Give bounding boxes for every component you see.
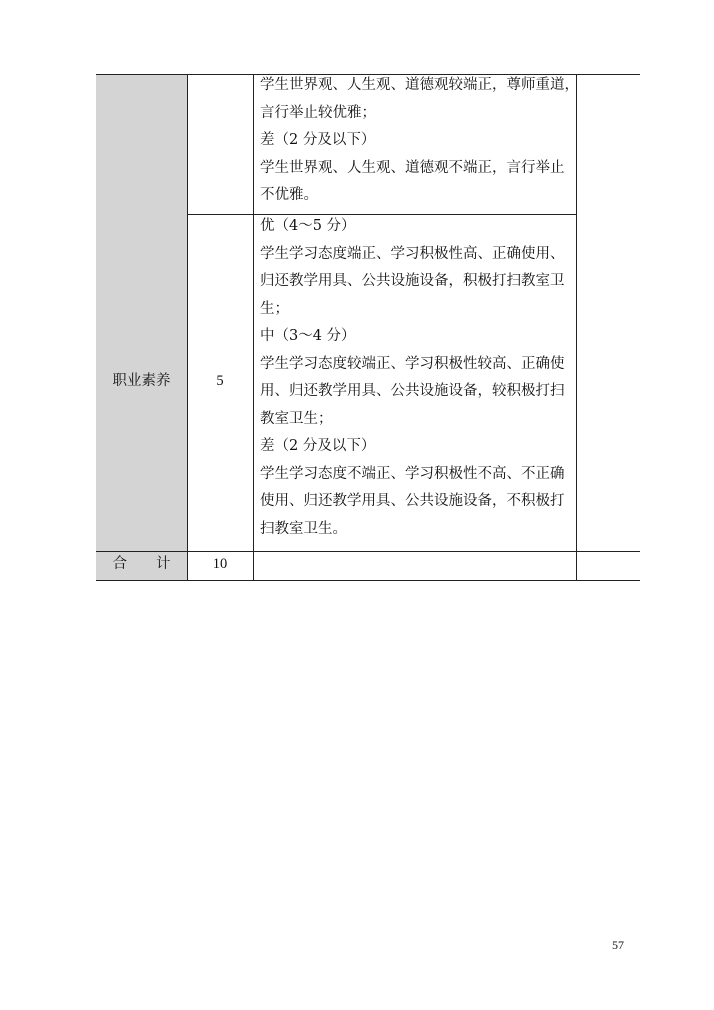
- row2-line: 归还教学用具、公共设施设备，积极打扫教室卫: [260, 273, 565, 289]
- row1-line: 学生世界观、人生观、道德观不端正，言行举止: [260, 159, 565, 176]
- row2-line: 教室卫生；: [260, 410, 333, 427]
- row2-line: 用、归还教学用具、公共设施设备，较积极打扫: [260, 383, 565, 399]
- row2-criteria: [260, 213, 565, 543]
- row1-criteria: [260, 72, 579, 210]
- row2-line: 中（3～4 分）: [260, 328, 356, 344]
- table-bottom-border: [96, 580, 640, 581]
- row2-line: 学生学习态度不端正、学习积极性不高、不正确: [260, 465, 565, 482]
- col-divider-1: [187, 74, 188, 581]
- total-score: 10: [212, 556, 228, 572]
- row1-line: 言行举止较优雅；: [260, 104, 376, 121]
- category-column-shade: [96, 75, 187, 581]
- page-number: 57: [612, 938, 624, 952]
- row1-line: 学生世界观、人生观、道德观较端正，尊师重道，: [260, 77, 579, 93]
- row2-line: 差（2 分及以下）: [260, 438, 376, 454]
- row1-line: 不优雅。: [260, 187, 318, 203]
- row2-score: 5: [216, 373, 224, 389]
- row2-category: 职业素养: [112, 373, 171, 389]
- col-divider-2: [253, 74, 254, 581]
- row2-line: 学生学习态度端正、学习积极性高、正确使用、: [260, 245, 565, 262]
- row2-line: 学生学习态度较端正、学习积极性较高、正确使: [260, 355, 565, 372]
- row2-line: 使用、归还教学用具、公共设施设备，不积极打: [260, 493, 565, 509]
- row1-line: 差（2 分及以下）: [260, 132, 376, 148]
- row2-line: 优（4～5 分）: [260, 218, 356, 234]
- total-label: 合 计: [112, 556, 171, 572]
- row2-line: 扫教室卫生。: [260, 520, 347, 537]
- row2-line: 生；: [260, 300, 289, 317]
